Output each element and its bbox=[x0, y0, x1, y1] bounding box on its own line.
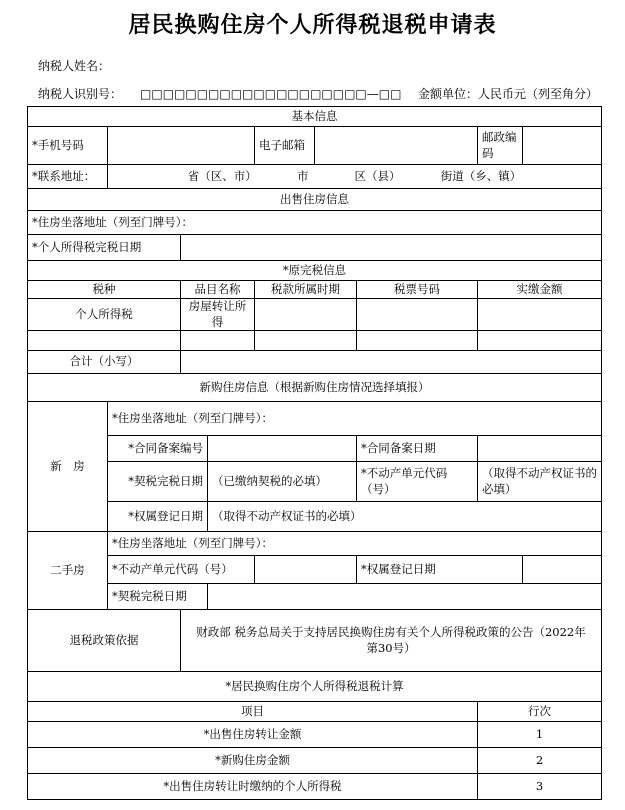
calc-row-number: 1 bbox=[478, 722, 602, 748]
col-tax-type: 税种 bbox=[28, 281, 181, 299]
empty-cell[interactable] bbox=[357, 331, 478, 351]
total-label: 合计（小写） bbox=[28, 351, 181, 374]
col-row-no: 行次 bbox=[478, 702, 602, 722]
email-field[interactable] bbox=[315, 127, 478, 165]
tax-type-cell: 个人所得税 bbox=[28, 299, 181, 331]
sold-location-field[interactable]: *住房坐落地址（列至门牌号）： bbox=[28, 211, 602, 235]
empty-cell[interactable] bbox=[255, 331, 357, 351]
col-item: 项目 bbox=[28, 702, 478, 722]
calc-row-label: *新购住房金额 bbox=[28, 748, 478, 774]
col-item-name: 品目名称 bbox=[181, 281, 255, 299]
empty-cell[interactable] bbox=[28, 331, 181, 351]
deed-date-label: *契税完税日期 bbox=[108, 462, 208, 502]
unit-code-label: *不动产单元代码（号） bbox=[357, 462, 478, 502]
register-date-label: *权属登记日期 bbox=[108, 502, 208, 532]
register-date-field[interactable]: （取得不动产权证书的必填） bbox=[208, 502, 602, 532]
paid-amount-cell[interactable] bbox=[478, 299, 602, 331]
sh-deed-date-label: *契税完税日期 bbox=[108, 584, 208, 610]
phone-field[interactable] bbox=[108, 127, 255, 165]
unit-code-field[interactable]: （取得不动产权证书的必填） bbox=[478, 462, 602, 502]
empty-cell[interactable] bbox=[181, 331, 255, 351]
sh-unit-code-label: *不动产单元代码（号） bbox=[108, 556, 255, 584]
email-label: 电子邮箱 bbox=[255, 127, 315, 165]
contract-no-field[interactable] bbox=[208, 436, 357, 462]
empty-cell[interactable] bbox=[478, 331, 602, 351]
deed-date-field[interactable]: （已缴纳契税的必填） bbox=[208, 462, 357, 502]
new-purchase-header: 新购住房信息（根据新购住房情况选择填报） bbox=[28, 374, 602, 402]
sh-location-field[interactable]: *住房坐落地址（列至门牌号）： bbox=[108, 532, 602, 556]
col-ticket-no: 税票号码 bbox=[357, 281, 478, 299]
taxpayer-name-label: 纳税人姓名： bbox=[38, 59, 111, 73]
refund-form-table bbox=[27, 106, 602, 800]
page-title: 居民换购住房个人所得税退税申请表 bbox=[128, 12, 497, 38]
taxpayer-id-boxes[interactable]: □□□□□□□□□□□□□□□□□□□□—□□ bbox=[140, 87, 402, 101]
original-tax-header: *原完税信息 bbox=[28, 261, 602, 281]
sh-register-date-field[interactable] bbox=[523, 556, 602, 584]
sold-tax-date-label: *个人所得税完税日期 bbox=[28, 235, 181, 261]
taxpayer-id-line bbox=[38, 85, 608, 102]
sh-deed-date-field[interactable] bbox=[208, 584, 602, 610]
calc-row-label: *出售住房转让金额 bbox=[28, 722, 478, 748]
item-name-cell: 房屋转让所得 bbox=[181, 299, 255, 331]
taxpayer-id-label: 纳税人识别号： bbox=[38, 87, 123, 101]
sh-unit-code-field[interactable] bbox=[255, 556, 357, 584]
new-location-field[interactable]: *住房坐落地址（列至门牌号）： bbox=[108, 402, 602, 436]
ticket-no-cell[interactable] bbox=[357, 299, 478, 331]
calc-row-number: 2 bbox=[478, 748, 602, 774]
address-label: *联系地址： bbox=[28, 165, 108, 189]
second-hand-label: 二手房 bbox=[28, 532, 108, 610]
sold-tax-date-field[interactable] bbox=[181, 235, 602, 261]
col-paid-amount: 实缴金额 bbox=[478, 281, 602, 299]
total-field[interactable] bbox=[181, 351, 602, 374]
new-house-label: 新 房 bbox=[28, 402, 108, 532]
tax-period-cell[interactable] bbox=[255, 299, 357, 331]
contract-no-label: *合同备案编号 bbox=[108, 436, 208, 462]
calc-header: *居民换购住房个人所得税退税计算 bbox=[28, 672, 602, 702]
contract-date-field[interactable] bbox=[478, 436, 602, 462]
policy-text: 财政部 税务总局关于支持居民换购住房有关个人所得税政策的公告（2022年第30号） bbox=[181, 610, 602, 672]
calc-row-label: *出售住房转让时缴纳的个人所得税 bbox=[28, 774, 478, 800]
contract-date-label: *合同备案日期 bbox=[357, 436, 478, 462]
amount-unit: 金额单位：人民币元（列至角分） bbox=[417, 87, 598, 101]
postcode-label: 邮政编码 bbox=[478, 127, 523, 165]
policy-label: 退税政策依据 bbox=[28, 610, 181, 672]
address-field[interactable]: 省（区、市） 市 区（县） 街道（乡、镇） bbox=[108, 165, 602, 189]
sold-house-header: 出售住房信息 bbox=[28, 189, 602, 211]
basic-info-header: 基本信息 bbox=[28, 107, 602, 127]
col-tax-period: 税款所属时期 bbox=[255, 281, 357, 299]
phone-label: *手机号码 bbox=[28, 127, 108, 165]
calc-row-number: 3 bbox=[478, 774, 602, 800]
sh-register-date-label: *权属登记日期 bbox=[357, 556, 523, 584]
postcode-field[interactable] bbox=[523, 127, 602, 165]
